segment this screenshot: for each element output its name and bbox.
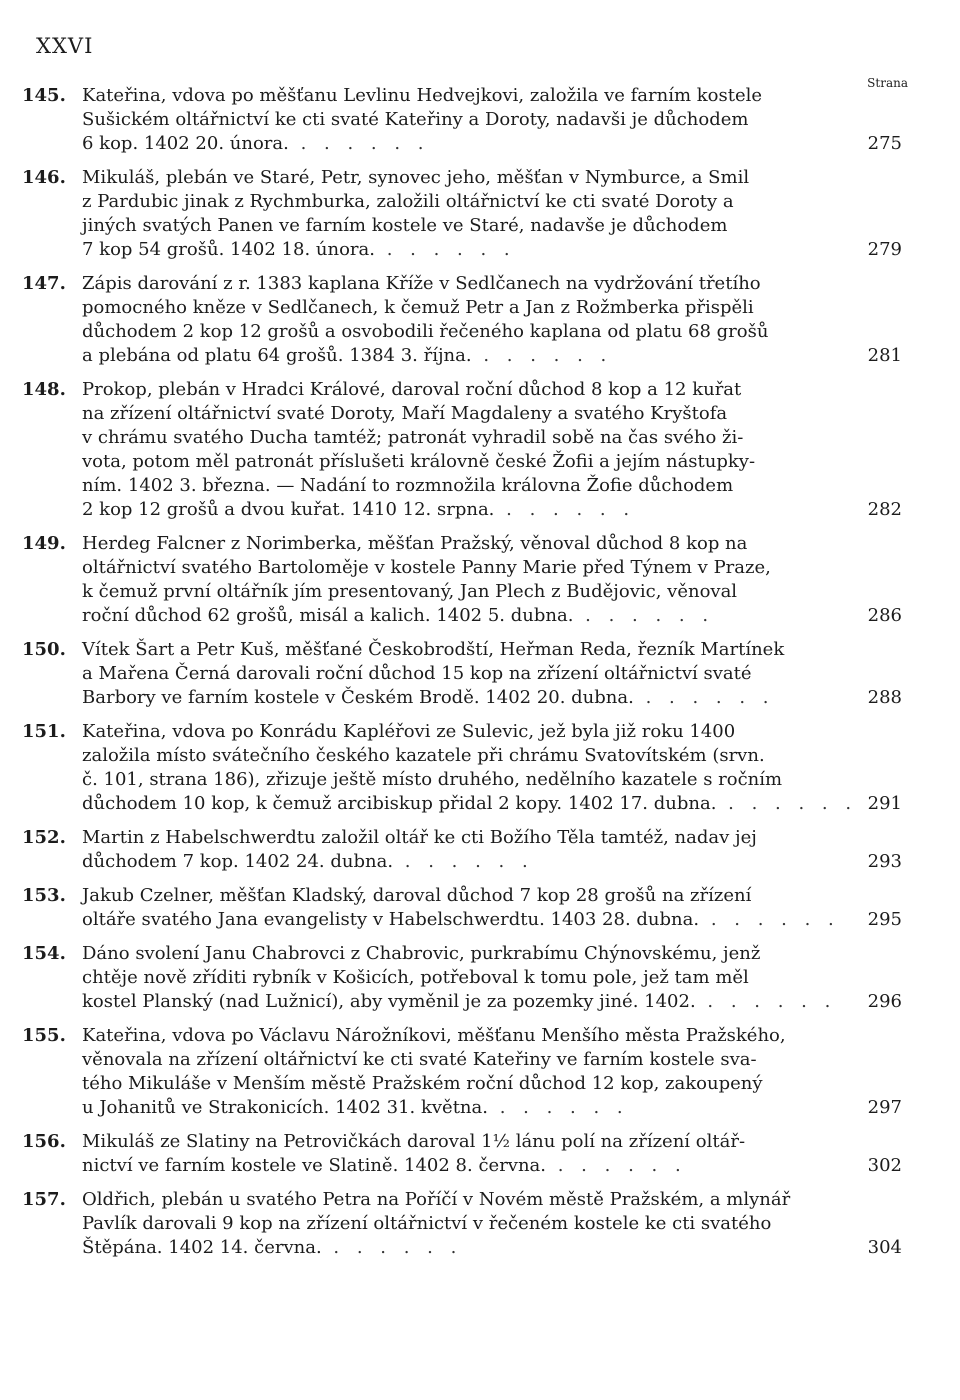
entry-text [82,884,840,932]
entry-page-number: 281 [867,345,902,366]
entry-page-number: 297 [867,1097,902,1118]
entry-line: Mikuláš, plebán ve Staré, Petr, synovec jeho, měšťan v Nymburce, a Smil [82,167,750,188]
list-item [22,1130,902,1178]
entry-line: vota, potom měl patronát příslušeti královně české Žofii a jejím nástupky- [82,451,756,472]
list-item [22,378,902,522]
entry-line: k čemuž první oltářník jím presentovaný, Jan Plech z Budějovic, věnoval [82,581,738,602]
entry-page-number: 304 [867,1237,902,1258]
entry-line: z Pardubic jinak z Rychmburka, založili oltářnictví ke cti svaté Doroty a [82,191,734,212]
entry-number: 157. [22,1189,66,1210]
dot-leaders: . . . . . . [716,793,858,814]
entry-text [82,826,832,874]
entry-page-number: 291 [867,793,902,814]
entry-text [82,166,832,262]
entry-number: 149. [22,533,66,554]
entry-number: 146. [22,167,66,188]
entry-text [82,84,832,156]
entry-line: kostel Planský (nad Lužnicí), aby vyměnil je za pozemky jiné. 1402. . . . . . . [82,991,837,1012]
entry-text [82,1024,832,1120]
dot-leaders: . . . . . . [321,1237,463,1258]
dot-leaders: . . . . . . [573,605,715,626]
entry-line: pomocného kněze v Sedlčanech, k čemuž Petr a Jan z Rožmberka přispěli [82,297,754,318]
list-item [22,638,902,710]
dot-leaders: . . . . . . [699,909,840,930]
dot-leaders: . . . . . . [633,687,775,708]
list-item [22,1024,902,1120]
entry-page-number: 293 [867,851,902,872]
entry-line: Barbory ve farním kostele v Českém Brodě. 1402 20. dubna. . . . . . . [82,687,775,708]
entry-line: 7 kop 54 grošů. 1402 18. února. . . . . . . [82,239,516,260]
entry-line: na zřízení oltářnictví svaté Doroty, Maří Magdaleny a svatého Kryštofa [82,403,728,424]
entry-page-number: 286 [867,605,902,626]
list-item [22,166,902,262]
list-item [22,84,902,156]
list-item [22,272,902,368]
entry-line: Sušickém oltářnictví ke cti svaté Kateřiny a Doroty, nadavši je důchodem [82,109,749,130]
entry-line: Štěpána. 1402 14. června. . . . . . . [82,1237,463,1258]
dot-leaders: . . . . . . [695,991,837,1012]
entry-line: založila místo svátečního českého kazatele při chrámu Svatovítském (srvn. [82,745,765,766]
entry-line: Dáno svolení Janu Chabrovci z Chabrovic, purkrabímu Chýnovskému, jenž [82,943,761,964]
entry-line: chtěje nově zříditi rybník v Košicích, potřeboval k tomu pole, jež tam měl [82,967,749,988]
entry-line: Vítek Šart a Petr Kuš, měšťané Českobrodští, Heřman Reda, řezník Martínek [82,639,785,660]
entry-page-number: 295 [867,909,902,930]
entry-line: a plebána od platu 64 grošů. 1384 3. října. . . . . . . [82,345,613,366]
entry-line: Oldřich, plebán u svatého Petra na Poříčí v Novém městě Pražském, a mlynář [82,1189,791,1210]
list-item [22,532,902,628]
list-item [22,884,902,932]
entry-page-number: 288 [867,687,902,708]
entry-number: 150. [22,639,66,660]
entry-line: oltářnictví svatého Bartoloměje v kostele Panny Marie před Týnem v Praze, [82,557,771,578]
entry-line: věnovala na zřízení oltářnictví ke cti svaté Kateřiny ve farním kostele sva- [82,1049,757,1070]
dot-leaders: . . . . . . [393,851,534,872]
entry-number: 153. [22,885,66,906]
entry-line: jiných svatých Panen ve farním kostele ve Staré, nadavše je důchodem [82,215,728,236]
entry-line: oltáře svatého Jana evangelisty v Habelschwerdtu. 1403 28. dubna. . . . . . . [82,909,840,930]
dot-leaders: . . . . . . [487,1097,629,1118]
entry-number: 155. [22,1025,66,1046]
entry-text [82,942,837,1014]
entry-page-number: 282 [867,499,902,520]
entry-text [82,272,832,368]
page-number: XXVI [36,34,94,58]
entry-line: Martin z Habelschwerdtu založil oltář ke cti Božího Těla tamtéž, nadav jej [82,827,757,848]
entry-text [82,720,858,816]
entry-number: 145. [22,85,66,106]
dot-leaders: . . . . . . [374,239,516,260]
entry-line: 2 kop 12 grošů a dvou kuřat. 1410 12. srpna. . . . . . . [82,499,636,520]
list-item [22,1188,902,1260]
entry-number: 148. [22,379,66,400]
entry-line: Mikuláš ze Slatiny na Petrovičkách daroval 1½ lánu polí na zřízení oltář- [82,1131,746,1152]
entry-line: Kateřina, vdova po Václavu Nárožníkovi, měšťanu Menšího města Pražského, [82,1025,786,1046]
entry-line: č. 101, strana 186), zřizuje ještě místo druhého, nedělního kazatele s ročním [82,769,783,790]
entry-line: a Mařena Černá darovali roční důchod 15 kop na zřízení oltářnictví svaté [82,663,752,684]
entry-line: důchodem 2 kop 12 grošů a osvobodili řečeného kaplana od platu 68 grošů [82,321,769,342]
entry-line: důchodem 10 kop, k čemuž arcibiskup přidal 2 kopy. 1402 17. dubna. . . . . . . [82,793,858,814]
entry-line: roční důchod 62 grošů, misál a kalich. 1402 5. dubna. . . . . . . [82,605,715,626]
entry-text [82,1188,832,1260]
entry-line: Herdeg Falcner z Norimberka, měšťan Pražský, věnoval důchod 8 kop na [82,533,748,554]
entry-text [82,378,832,522]
dot-leaders: . . . . . . [288,133,430,154]
entry-page-number: 296 [867,991,902,1012]
entry-page-number: 275 [867,133,902,154]
entry-page-number: 302 [867,1155,902,1176]
dot-leaders: . . . . . . [546,1155,687,1176]
entry-line: v chrámu svatého Ducha tamtéž; patronát vyhradil sobě na čas svého ži- [82,427,744,448]
entry-number: 152. [22,827,66,848]
entry-line: Zápis darování z r. 1383 kaplana Kříže v Sedlčanech na vydržování třetího [82,273,761,294]
entry-text [82,532,832,628]
entry-line: tého Mikuláše v Menším městě Pražském roční důchod 12 kop, zakoupený [82,1073,763,1094]
entry-line: Pavlík darovali 9 kop na zřízení oltářnictví v řečeném kostele ke cti svatého [82,1213,772,1234]
entry-line: ním. 1402 3. března. — Nadání to rozmnožila královna Žofie důchodem [82,475,734,496]
entry-line: nictví ve farním kostele ve Slatině. 1402 8. června. . . . . . . [82,1155,687,1176]
entry-number: 154. [22,943,66,964]
entry-line: u Johanitů ve Strakonicích. 1402 31. května. . . . . . . [82,1097,629,1118]
entry-line: Prokop, plebán v Hradci Králové, daroval roční důchod 8 kop a 12 kuřat [82,379,742,400]
page-column-label: Strana [867,76,908,90]
entry-line: Jakub Czelner, měšťan Kladský, daroval důchod 7 kop 28 grošů na zřízení [82,885,752,906]
entry-number: 147. [22,273,66,294]
list-item [22,826,902,874]
entry-number: 151. [22,721,66,742]
list-item [22,942,902,1014]
dot-leaders: . . . . . . [471,345,613,366]
entry-line: 6 kop. 1402 20. února. . . . . . . [82,133,430,154]
entry-line: Kateřina, vdova po měšťanu Levlinu Hedvejkovi, založila ve farním kostele [82,85,763,106]
entry-list [22,84,902,1270]
dot-leaders: . . . . . . [494,499,636,520]
entry-line: důchodem 7 kop. 1402 24. dubna. . . . . . . [82,851,534,872]
entry-text [82,1130,832,1178]
entry-text [82,638,832,710]
entry-page-number: 279 [867,239,902,260]
list-item [22,720,902,816]
entry-number: 156. [22,1131,66,1152]
entry-line: Kateřina, vdova po Konrádu Kapléřovi ze Sulevic, jež byla již roku 1400 [82,721,736,742]
